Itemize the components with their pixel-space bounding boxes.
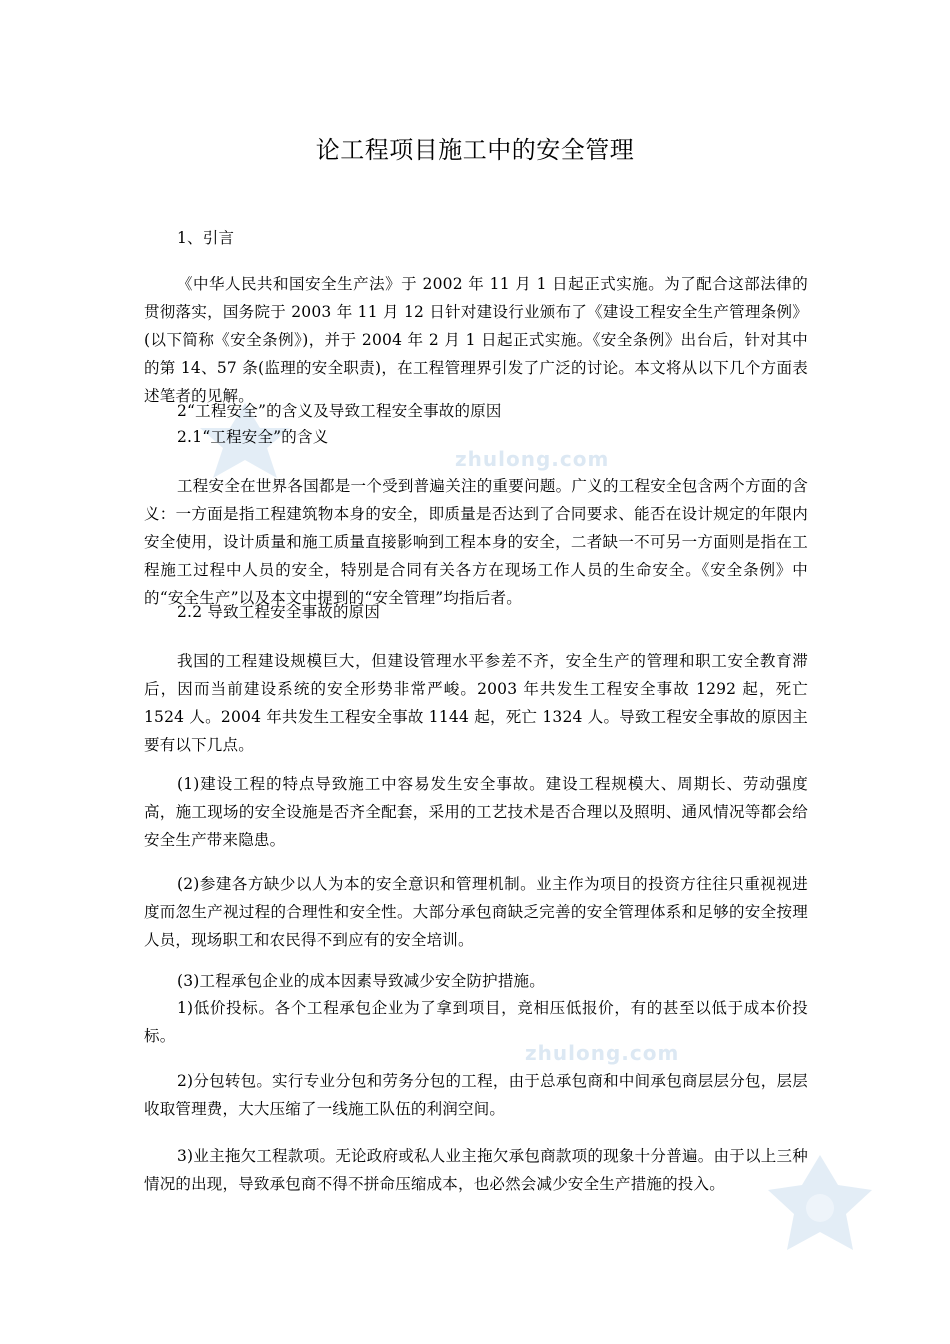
paragraph: 2.2 导致工程安全事故的原因 — [177, 603, 381, 621]
section-heading-2-2 — [177, 598, 841, 626]
section-heading-2-1 — [177, 423, 841, 451]
paragraph: 我国的工程建设规模巨大，但建设管理水平参差不齐，安全生产的管理和职工安全教育滞后，因而当前建设系统的安全形势非常严峻。2003 年共发生工程安全事故 1292 起，死亡 1524 人。2004 年共发生工程安全事故 1144 起，死亡 1324 人。导致工程安全事故的原因主要有以下几点。 — [144, 652, 808, 754]
paragraph: 1、引言 — [177, 229, 235, 247]
paragraph: 2.1“工程安全”的含义 — [177, 428, 329, 446]
paragraph: 2“工程安全”的含义及导致工程安全事故的原因 — [177, 402, 502, 420]
paragraph-cause-3 — [144, 967, 808, 995]
paragraph-subcontract — [144, 1067, 808, 1123]
paragraph-accident-stats — [144, 647, 808, 759]
paragraph-cause-1 — [144, 770, 808, 854]
paragraph: (1)建设工程的特点导致施工中容易发生安全事故。建设工程规模大、周期长、劳动强度高，施工现场的安全设施是否齐全配套，采用的工艺技术是否合理以及照明、通风情况等都会给安全生产带来隐患。 — [144, 775, 808, 849]
paragraph-intro — [144, 270, 808, 410]
paragraph-cause-2 — [144, 870, 808, 954]
paragraph: (2)参建各方缺少以人为本的安全意识和管理机制。业主作为项目的投资方往往只重视视进度而忽生产视过程的合理性和安全性。大部分承包商缺乏完善的安全管理体系和足够的安全按理人员，现场职工和农民得不到应有的安全培训。 — [144, 875, 808, 949]
section-heading-intro — [177, 224, 841, 252]
paragraph-safety-meaning — [144, 472, 808, 612]
paragraph: 《中华人民共和国安全生产法》于 2002 年 11 月 1 日起正式实施。为了配合这部法律的贯彻落实，国务院于 2003 年 11 月 12 日针对建设行业颁布了《建设工程安全生产管理条例》(以下简称《安全条例》)，并于 2004 年 2 月 1 日起正式实施。《安全条例》出台后，针对其中的第 14、57 条(监理的安全职责)，在工程管理界引发了广泛的讨论。本文将从以下几个方面表述笔者的见解。 — [144, 275, 808, 405]
watermark-text-2: zhulong.com — [525, 1041, 680, 1065]
paragraph: 3)业主拖欠工程款项。无论政府或私人业主拖欠承包商款项的现象十分普遍。由于以上三种情况的出现，导致承包商不得不拼命压缩成本，也必然会减少安全生产措施的投入。 — [144, 1147, 808, 1193]
page-title: 论工程项目施工中的安全管理 — [315, 136, 635, 164]
section-heading-2 — [177, 397, 841, 425]
paragraph: 工程安全在世界各国都是一个受到普遍关注的重要问题。广义的工程安全包含两个方面的含义：一方面是指工程建筑物本身的安全，即质量是否达到了合同要求、能否在设计规定的年限内安全使用，设计质量和施工质量直接影响到工程本身的安全，二者缺一不可另一方面则是指在工程施工过程中人员的安全，特别是合同有关各方在现场工作人员的生命安全。《安全条例》中的“安全生产”以及本文中提到的“安全管理”均指后者。 — [144, 477, 808, 607]
paragraph-arrears — [144, 1142, 808, 1198]
watermark-text: zhulong.com — [455, 447, 610, 471]
paragraph-low-bid — [144, 994, 808, 1050]
paragraph: 2)分包转包。实行专业分包和劳务分包的工程，由于总承包商和中间承包商层层分包，层层收取管理费，大大压缩了一线施工队伍的利润空间。 — [144, 1072, 808, 1118]
paragraph: 1)低价投标。各个工程承包企业为了拿到项目，竞相压低报价，有的甚至以低于成本价投标。 — [144, 999, 808, 1045]
paragraph: (3)工程承包企业的成本因素导致减少安全防护措施。 — [177, 972, 545, 990]
